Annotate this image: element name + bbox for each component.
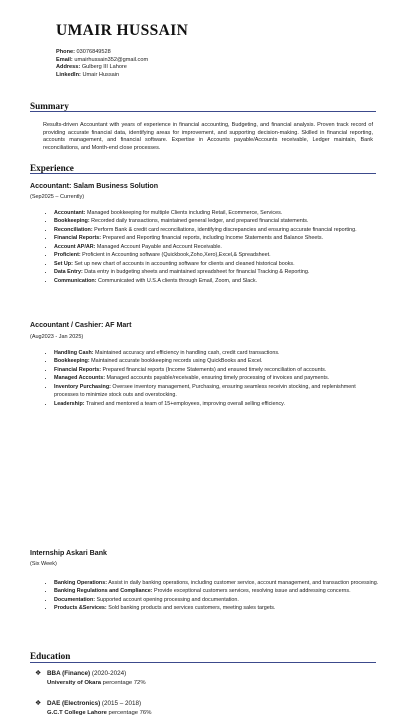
bullet-label: Products &Services: [54, 605, 107, 612]
experience-heading: Experience [30, 163, 74, 173]
bullet-label: Financial Reports: [54, 235, 102, 242]
list-item [54, 349, 379, 357]
bullet-label: Data Entry: [54, 269, 83, 276]
bullet-label: Account AP/AR: [54, 243, 96, 250]
phone-line [56, 49, 148, 57]
summary-text: Results-driven Accountant with years of experience in financial accounting, Budgeting, and financial analysis. Proven track record of providing accurate financial data, identifying areas for improvement, and supporting decision-making. Skilled in financial reporting, accounts management, and financial software. Expertise in Accounts payable/Accounts receivable, Ledger maintain, Bank reconciliations, and Month-end close processes. [43, 122, 373, 152]
list-item [54, 400, 379, 408]
bullet-text: Provide exceptional customers services, resolving issue and addressing concerns. [152, 588, 351, 595]
job-date: (Six Week) [30, 561, 57, 567]
bullet-text: Maintained accuracy and efficiency in handling cash, credit card transactions. [93, 350, 280, 356]
list-item [54, 579, 379, 587]
institution-name: University of Okara [47, 679, 102, 686]
list-item [54, 277, 379, 285]
list-item [54, 243, 379, 251]
bullet-label: Banking Regulations and Compliance: [54, 588, 153, 595]
bullet-text: Communicated with U.S.A clients through Email, Zoom, and Slack. [96, 277, 258, 284]
bullet-label: Reconciliation: [54, 226, 93, 233]
bullet-text: Maintained accurate bookkeeping records using QuickBooks and Excel. [89, 358, 263, 365]
bullet-label: Managed Accounts: [54, 375, 106, 382]
bullet-text: Oversee inventory management, Purchasing, ensuring seamless receivin stocking, and replenishment processes to minimize stock outs and overstocking. [54, 383, 356, 399]
education-item [35, 700, 152, 718]
education-divider [30, 662, 376, 663]
job-bullets [44, 349, 379, 408]
bullet-label: Bookkeeping: [54, 218, 90, 225]
phone-value: 03076849528 [76, 49, 111, 55]
degree-years: (2015 – 2018) [100, 700, 142, 707]
candidate-name: UMAIR HUSSAIN [56, 22, 189, 39]
list-item [54, 596, 379, 604]
email-value: umairhussain352@gmail.com [74, 56, 149, 63]
education-item [35, 670, 146, 688]
list-item [54, 226, 379, 234]
list-item [54, 587, 379, 595]
job-bullets [44, 579, 379, 613]
summary-divider [30, 111, 376, 112]
institution-detail: percentage 76% [106, 709, 152, 716]
job-title: Accountant: Salam Business Solution [30, 182, 159, 190]
linkedin-value: Umair Hussain [82, 71, 120, 78]
phone-label: Phone: [56, 49, 75, 55]
bullet-label: Financial Reports: [54, 366, 102, 373]
bullet-text: Assist in daily banking operations, including customer service, account management, and transaction processing. [107, 580, 379, 586]
list-item [54, 374, 379, 382]
diamond-bullet-icon: ❖ [35, 670, 42, 677]
bullet-label: Inventory Purchasing: [54, 383, 111, 390]
bullet-label: Banking Operations: [54, 580, 108, 586]
bullet-text: Supported account opening processing and documentation. [95, 596, 239, 603]
bullet-label: Set Up: [54, 260, 73, 267]
bullet-label: Bookkeeping: [54, 358, 90, 365]
list-item [54, 268, 379, 276]
email-label: Email: [56, 56, 73, 63]
bullet-text: Prepared financial reports (Income Statements) and ensured timely reconciliation of accounts. [101, 366, 327, 373]
list-item [54, 604, 379, 612]
list-item [54, 357, 379, 365]
bullet-text: Prepared and Reporting financial reports, including Income Statements and Balance Sheets. [101, 235, 324, 242]
job-title: Accountant / Cashier: AF Mart [30, 321, 132, 329]
bullet-text: Set up new chart of accounts in accounting software for clients and cleaned historical books. [72, 260, 295, 267]
bullet-text: Perform Bank & credit card reconciliations, identifying discrepancies and ensuring accurate financial reporting. [92, 226, 357, 233]
bullet-label: Documentation: [54, 596, 96, 603]
experience-divider [30, 173, 376, 174]
degree-years: (2020-2024) [90, 670, 127, 677]
degree-name: BBA (Finance) [47, 670, 91, 677]
bullet-label: Leadership: [54, 400, 85, 407]
institution-detail: percentage 72% [101, 679, 146, 686]
bullet-label: Accountant: [54, 210, 86, 216]
address-line [56, 64, 148, 72]
bullet-text: Data entry in budgeting sheets and maintained spreadsheet for financial Tracking & Reporting. [82, 269, 310, 276]
contact-block [56, 49, 148, 79]
bullet-text: Managed bookkeeping for multiple Clients including Retail, Ecommerce, Services. [85, 210, 283, 216]
list-item [54, 366, 379, 374]
list-item [54, 217, 379, 225]
bullet-label: Handling Cash: [54, 350, 94, 356]
job-date: (Sep2025 – Currently) [30, 194, 85, 200]
bullet-label: Communication: [54, 277, 97, 284]
linkedin-label: LinkedIn: [56, 71, 81, 78]
degree-name: DAE (Electronics) [47, 700, 101, 707]
diamond-bullet-icon: ❖ [35, 700, 42, 707]
bullet-label: Proficient: [54, 252, 81, 259]
list-item [54, 209, 379, 217]
institution-name: G.C.T College Lahore [47, 709, 107, 716]
email-line [56, 57, 148, 65]
list-item [54, 251, 379, 259]
bullet-text: Recorded daily transactions, maintained general ledger, and prepared financial statements. [89, 218, 309, 225]
job-date: (Aug2023 - Jan 2025) [30, 334, 84, 340]
summary-heading: Summary [30, 101, 69, 111]
bullet-text: Managed accounts payable/receivable, ensuring timely processing of invoices and payments. [105, 375, 330, 382]
address-value: Gulberg III Lahore [81, 64, 127, 71]
job-bullets [44, 209, 379, 285]
education-heading: Education [30, 651, 71, 661]
bullet-text: Sold banking products and services customers, meeting sales targets. [106, 605, 276, 612]
bullet-text: Managed Account Payable and Account Receivable. [95, 243, 222, 250]
address-label: Address: [56, 64, 81, 71]
list-item [54, 383, 379, 400]
list-item [54, 260, 379, 268]
list-item [54, 234, 379, 242]
bullet-text: Trained and mentored a team of 15+employees, improving overall selling efficiency. [84, 400, 285, 407]
job-title: Internship Askari Bank [30, 549, 108, 557]
bullet-text: Proficient in Accounting software (Quickbook,Zoho,Xero),Excel,& Spreadsheet. [80, 252, 271, 259]
linkedin-line [56, 72, 148, 80]
